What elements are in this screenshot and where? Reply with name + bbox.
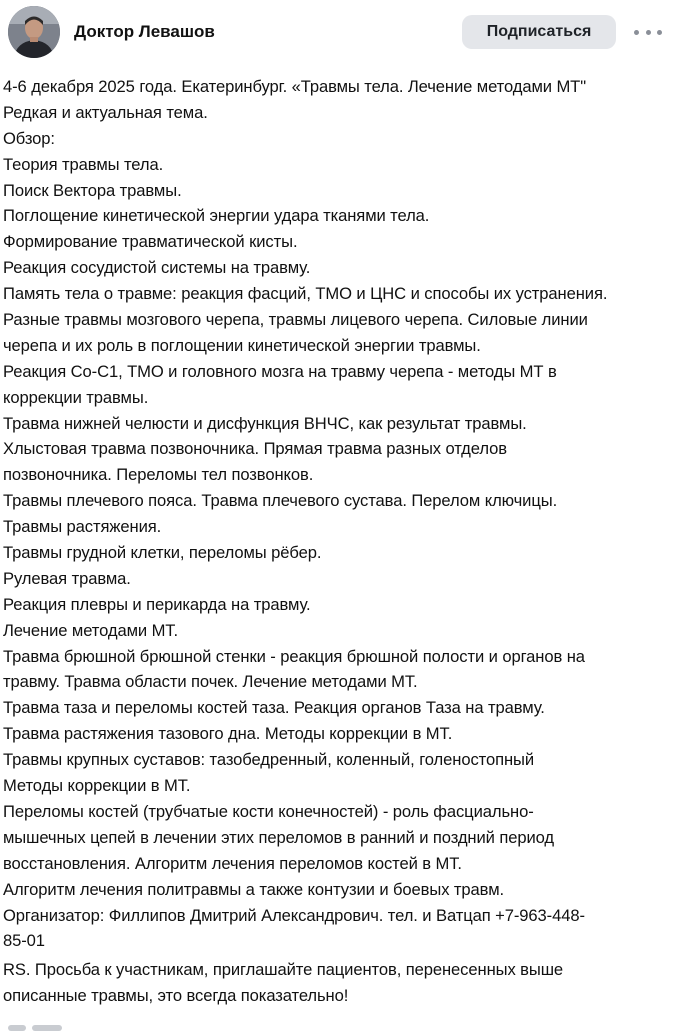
reaction-count xyxy=(32,1025,62,1031)
post-text-line: Организатор: Филлипов Дмитрий Александрович. тел. и Ватцап +7-963-448- xyxy=(3,905,585,925)
post-text-line: Память тела о травме: реакция фасций, ТМО и ЦНС и способы их устранения. xyxy=(3,284,608,304)
post-text-line: Разные травмы мозгового черепа, травмы лицевого черепа. Силовые линии xyxy=(3,310,588,330)
more-dots-icon[interactable] xyxy=(634,21,662,43)
post-text-line: травму. Травма области почек. Лечение методами МТ. xyxy=(3,672,418,692)
more-dot xyxy=(657,30,662,35)
post-text-line: черепа и их роль в поглощении кинетической энергии травмы. xyxy=(3,335,481,355)
post-text-line: 85-01 xyxy=(3,931,45,951)
post-text-line: Травмы плечевого пояса. Травма плечевого сустава. Перелом ключицы. xyxy=(3,491,558,511)
post-text-line: Реакция сосудистой системы на травму. xyxy=(3,258,311,278)
post-text-line: Лечение методами МТ. xyxy=(3,620,179,640)
post-text-line: Хлыстовая травма позвоночника. Прямая травма разных отделов xyxy=(3,439,507,459)
reactions-bar-partial xyxy=(8,1018,128,1024)
post-text-line: Поиск Вектора травмы. xyxy=(3,180,182,200)
more-dot xyxy=(634,30,639,35)
post-ps-line: описанные травмы, это всегда показательно! xyxy=(3,985,349,1005)
reaction-icon xyxy=(8,1025,26,1031)
post-text-line: Алгоритм лечения политравмы а также контузии и боевых травм. xyxy=(3,879,505,899)
post-text-line: коррекции травмы. xyxy=(3,387,149,407)
post-text-line: Обзор: xyxy=(3,128,55,148)
post-text-line: Методы коррекции в МТ. xyxy=(3,776,191,796)
post-text-line: позвоночника. Переломы тел позвонков. xyxy=(3,465,314,485)
post-text-line: Травма нижней челюсти и дисфункция ВНЧС, как результат травмы. xyxy=(3,413,527,433)
post-text-line: Редкая и актуальная тема. xyxy=(3,102,208,122)
post-header xyxy=(0,0,674,64)
post-text-line: Реакция Со-С1, ТМО и головного мозга на травму черепа - методы МТ в xyxy=(3,361,557,381)
post-text-line: мышечных цепей в лечении этих переломов в ранний и поздний период xyxy=(3,827,555,847)
post-text-line: Реакция плевры и перикарда на травму. xyxy=(3,594,311,614)
more-dot xyxy=(646,30,651,35)
author-avatar[interactable] xyxy=(8,6,60,58)
subscribe-button[interactable]: Подписаться xyxy=(462,15,616,49)
post-ps-line: RS. Просьба к участникам, приглашайте пациентов, перенесенных выше xyxy=(3,960,564,979)
post-text-line: Формирование травматической кисты. xyxy=(3,232,298,252)
post-text-line: Переломы костей (трубчатые кости конечностей) - роль фасциально- xyxy=(3,801,534,821)
post-text-line: Поглощение кинетической энергии удара тканями тела. xyxy=(3,206,430,226)
post-text-line: Травма таза и переломы костей таза. Реакция органов Таза на травму. xyxy=(3,698,545,718)
avatar-photo xyxy=(8,6,60,58)
post-text xyxy=(3,74,669,954)
post-text-line: Травма брюшной брюшной стенки - реакция брюшной полости и органов на xyxy=(3,646,585,666)
post-text-line: Теория травмы тела. xyxy=(3,154,164,174)
post-text-line: Травма растяжения тазового дна. Методы коррекции в МТ. xyxy=(3,724,453,744)
post-text-line: восстановления. Алгоритм лечения переломов костей в МТ. xyxy=(3,853,462,873)
post-text-line: 4-6 декабря 2025 года. Екатеринбург. «Травмы тела. Лечение методами МТ" xyxy=(3,77,587,96)
post-ps-text xyxy=(3,957,669,1009)
author-name[interactable]: Доктор Левашов xyxy=(74,22,215,41)
post-text-line: Травмы грудной клетки, переломы рёбер. xyxy=(3,543,322,563)
post-text-line: Травмы крупных суставов: тазобедренный, коленный, голеностопный xyxy=(3,750,535,770)
post-text-line: Рулевая травма. xyxy=(3,568,131,588)
post-text-line: Травмы растяжения. xyxy=(3,517,162,537)
